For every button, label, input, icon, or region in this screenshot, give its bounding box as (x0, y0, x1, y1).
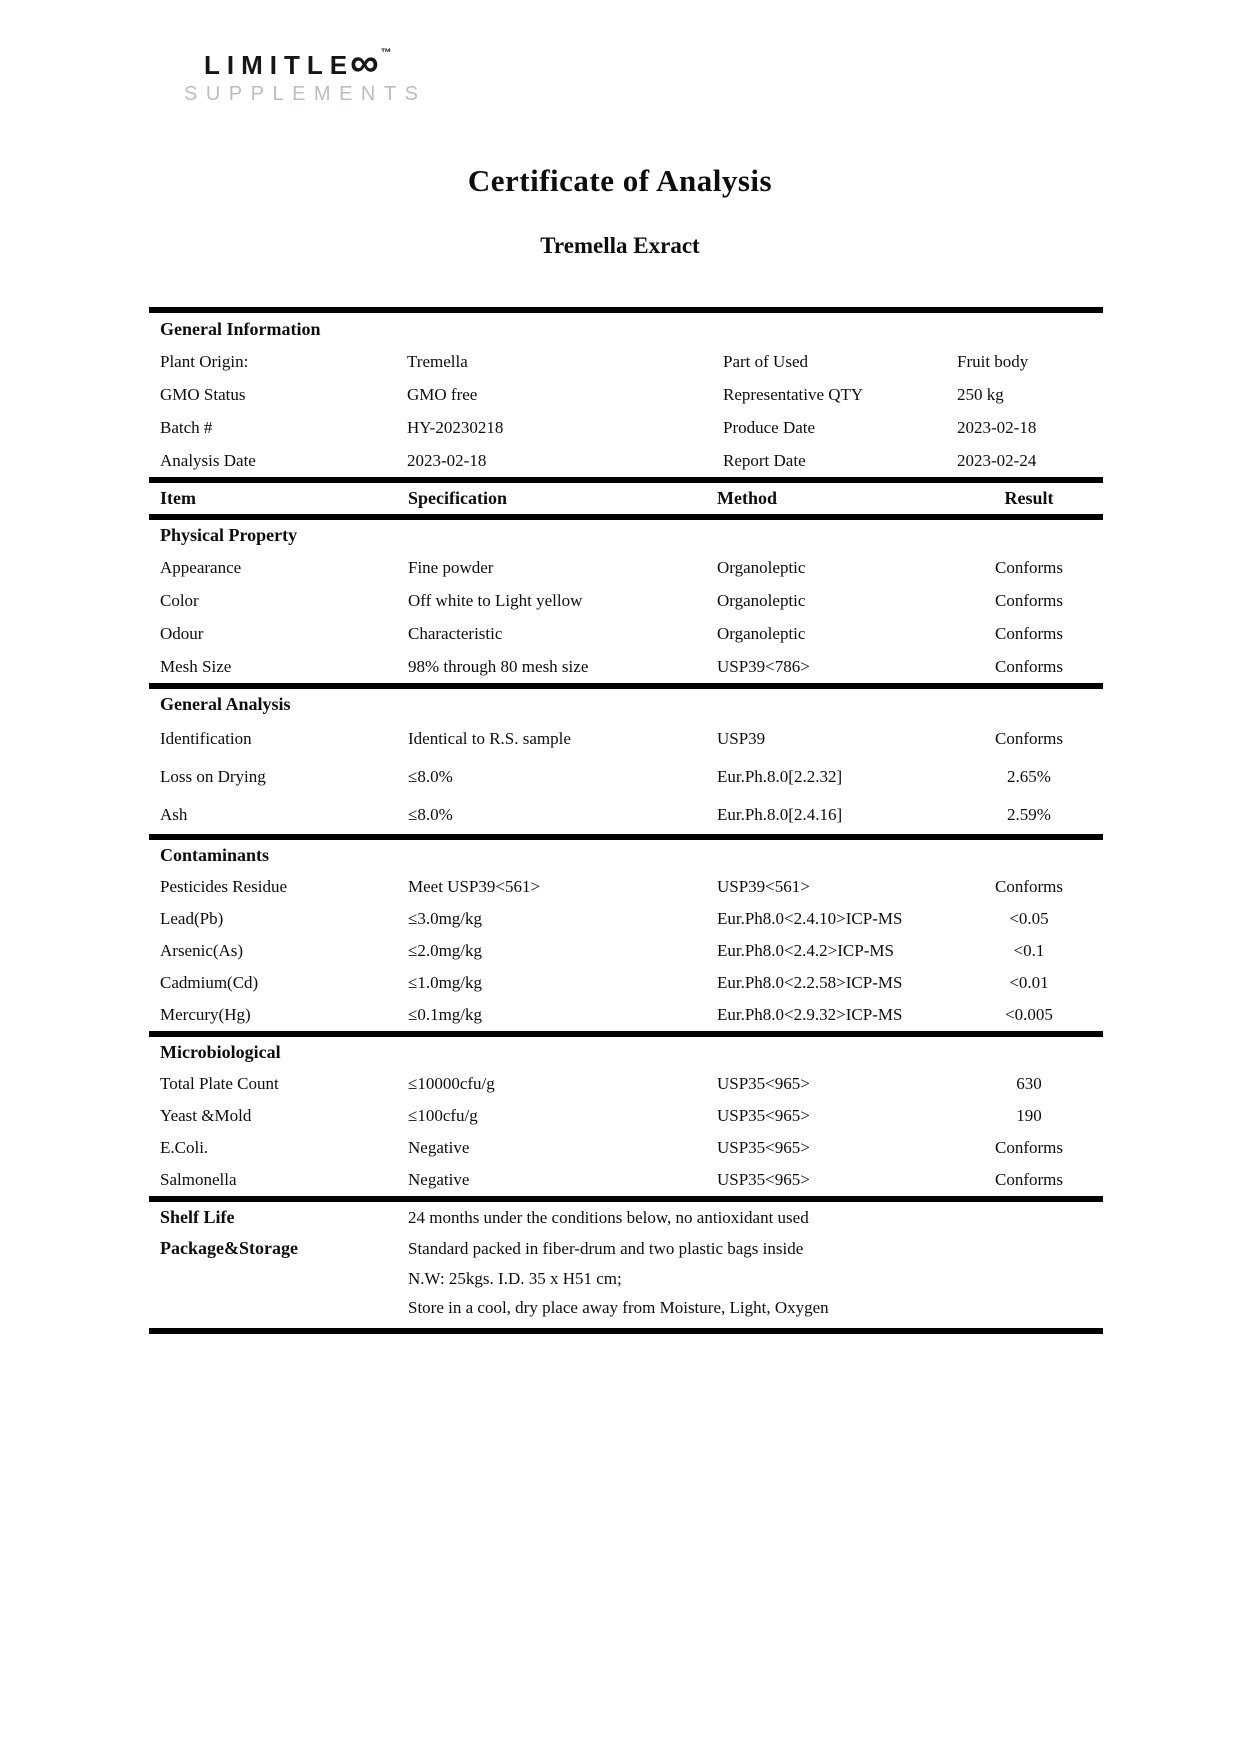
spec-cell: ≤2.0mg/kg (408, 941, 483, 960)
result-cell: <0.005 (1005, 1005, 1053, 1024)
result-cell: Conforms (995, 590, 1063, 610)
item-cell: Salmonella (160, 1170, 237, 1189)
result-cell: <0.01 (1009, 973, 1049, 992)
item-cell: Color (160, 590, 199, 610)
table-row (149, 903, 1103, 935)
spec-cell: ≤100cfu/g (408, 1106, 478, 1125)
table-row (149, 1132, 1103, 1164)
item-cell: Identification (160, 729, 252, 748)
info-value: GMO free (407, 384, 478, 404)
coa-table (149, 307, 1103, 1334)
shelf-life-row (149, 1202, 1103, 1233)
column-header-result: Result (1004, 488, 1054, 508)
method-cell: Eur.Ph.8.0[2.2.32] (717, 767, 843, 786)
spec-cell: Off white to Light yellow (408, 590, 583, 610)
table-section (149, 1037, 1103, 1196)
general-information-heading: General Information (160, 318, 321, 339)
info-label: Representative QTY (723, 384, 864, 404)
result-cell: Conforms (995, 1138, 1063, 1157)
shelf-storage-block (149, 1202, 1103, 1328)
table-section (149, 840, 1103, 1031)
package-storage-row (149, 1233, 1103, 1264)
item-cell: Ash (160, 805, 188, 824)
section-heading: Contaminants (160, 845, 270, 865)
column-header-method: Method (717, 488, 777, 508)
method-cell: Eur.Ph8.0<2.2.58>ICP-MS (717, 973, 903, 992)
section-heading: Microbiological (160, 1042, 281, 1062)
info-value: Tremella (407, 351, 468, 371)
package-line: Store in a cool, dry place away from Moisture, Light, Oxygen (408, 1297, 829, 1317)
method-cell: Eur.Ph8.0<2.9.32>ICP-MS (717, 1005, 903, 1024)
table-row (149, 967, 1103, 999)
item-cell: Loss on Drying (160, 767, 266, 786)
item-cell: E.Coli. (160, 1138, 209, 1157)
table-row (149, 584, 1103, 617)
info-value: 2023-02-18 (407, 450, 487, 470)
table-section (149, 520, 1103, 683)
spec-cell: ≤1.0mg/kg (408, 973, 483, 992)
column-header-item: Item (160, 488, 196, 508)
table-row (149, 796, 1103, 834)
logo-subtitle: SUPPLEMENTS (184, 83, 427, 105)
info-value: 2023-02-24 (957, 450, 1037, 470)
shelf-life-label: Shelf Life (160, 1207, 235, 1227)
method-cell: USP35<965> (717, 1138, 810, 1157)
package-line: Standard packed in fiber-drum and two plastic bags inside (408, 1238, 804, 1258)
table-row (149, 650, 1103, 683)
result-cell: Conforms (995, 557, 1063, 577)
method-cell: Organoleptic (717, 557, 806, 577)
result-cell: 2.59% (1007, 805, 1051, 824)
bottom-border-rule (149, 1328, 1103, 1334)
result-cell: Conforms (995, 656, 1063, 676)
item-cell: Cadmium(Cd) (160, 973, 259, 992)
item-cell: Lead(Pb) (160, 909, 224, 928)
item-cell: Mesh Size (160, 656, 232, 676)
trademark-symbol: ™ (380, 47, 392, 59)
shelf-life-text: 24 months under the conditions below, no antioxidant used (408, 1207, 809, 1227)
result-cell: 630 (1016, 1074, 1042, 1093)
spec-cell: ≤10000cfu/g (408, 1074, 495, 1093)
method-cell: Eur.Ph.8.0[2.4.16] (717, 805, 843, 824)
method-cell: Eur.Ph8.0<2.4.2>ICP-MS (717, 941, 894, 960)
package-storage-row (149, 1264, 1103, 1293)
method-cell: USP39 (717, 729, 766, 748)
item-cell: Total Plate Count (160, 1074, 279, 1093)
table-row (149, 871, 1103, 903)
infinity-icon: ∞ (350, 41, 379, 85)
package-line: N.W: 25kgs. I.D. 35 x H51 cm; (408, 1268, 622, 1288)
result-cell: Conforms (995, 1170, 1063, 1189)
result-cell: <0.05 (1009, 909, 1049, 928)
info-label: Batch # (160, 417, 213, 437)
table-section (149, 689, 1103, 834)
result-cell: Conforms (995, 877, 1063, 896)
info-label: Analysis Date (160, 450, 256, 470)
item-cell: Odour (160, 623, 204, 643)
table-row (149, 1164, 1103, 1196)
method-cell: Eur.Ph8.0<2.4.10>ICP-MS (717, 909, 903, 928)
method-cell: Organoleptic (717, 590, 806, 610)
table-row (149, 1068, 1103, 1100)
general-info-row (149, 444, 1103, 477)
method-cell: USP35<965> (717, 1106, 810, 1125)
result-cell: 2.65% (1007, 767, 1051, 786)
spec-cell: Fine powder (408, 557, 494, 577)
item-cell: Appearance (160, 557, 242, 577)
general-info-row (149, 345, 1103, 378)
spec-cell: Meet USP39<561> (408, 877, 541, 896)
section-heading: General Analysis (160, 694, 291, 714)
product-name: Tremella Exract (540, 233, 700, 258)
spec-cell: ≤8.0% (408, 805, 453, 824)
page-title: Certificate of Analysis (467, 163, 773, 198)
table-row (149, 617, 1103, 650)
result-cell: <0.1 (1013, 941, 1045, 960)
item-cell: Mercury(Hg) (160, 1005, 251, 1024)
info-label: Plant Origin: (160, 351, 249, 371)
general-info-row (149, 378, 1103, 411)
method-cell: USP35<965> (717, 1170, 810, 1189)
general-info-row (149, 411, 1103, 444)
method-cell: USP35<965> (717, 1074, 810, 1093)
brand-logo (184, 41, 427, 106)
table-row (149, 935, 1103, 967)
table-row (149, 551, 1103, 584)
logo-brand-text: LIMITLE (204, 50, 355, 80)
section-heading: Physical Property (160, 525, 298, 545)
info-value: HY-20230218 (407, 417, 504, 437)
table-row (149, 720, 1103, 758)
info-label: GMO Status (160, 384, 246, 404)
table-row (149, 999, 1103, 1031)
spec-cell: ≤8.0% (408, 767, 453, 786)
result-cell: Conforms (995, 623, 1063, 643)
info-label: Produce Date (723, 417, 816, 437)
package-storage-label: Package&Storage (160, 1238, 298, 1258)
package-storage-row (149, 1293, 1103, 1322)
table-sections (149, 520, 1103, 1196)
table-row (149, 758, 1103, 796)
method-cell: USP39<786> (717, 656, 810, 676)
spec-cell: Characteristic (408, 623, 503, 643)
general-info-rows (149, 345, 1103, 477)
table-header-row (149, 483, 1103, 514)
item-cell: Yeast &Mold (160, 1106, 252, 1125)
info-label: Part of Used (723, 351, 808, 371)
method-cell: USP39<561> (717, 877, 810, 896)
spec-cell: Negative (408, 1138, 470, 1157)
table-row (149, 1100, 1103, 1132)
spec-cell: Identical to R.S. sample (408, 729, 571, 748)
result-cell: Conforms (995, 729, 1063, 748)
result-cell: 190 (1016, 1106, 1042, 1125)
item-cell: Pesticides Residue (160, 877, 288, 896)
spec-cell: 98% through 80 mesh size (408, 656, 589, 676)
spec-cell: ≤0.1mg/kg (408, 1005, 483, 1024)
info-value: 250 kg (957, 384, 1004, 404)
spec-cell: ≤3.0mg/kg (408, 909, 483, 928)
info-value: 2023-02-18 (957, 417, 1037, 437)
spec-cell: Negative (408, 1170, 470, 1189)
item-cell: Arsenic(As) (160, 941, 244, 960)
column-header-specification: Specification (408, 488, 507, 508)
info-value: Fruit body (957, 351, 1029, 371)
logo-wordmark (204, 41, 426, 85)
method-cell: Organoleptic (717, 623, 806, 643)
info-label: Report Date (723, 450, 806, 470)
